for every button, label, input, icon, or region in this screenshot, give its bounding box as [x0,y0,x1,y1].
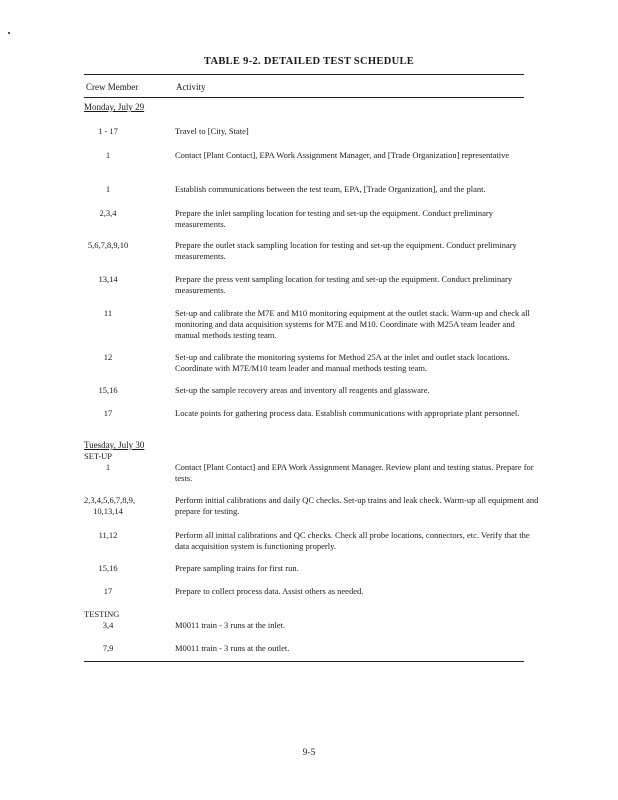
activity-cell: Contact [Plant Contact] and EPA Work Assignment Manager. Review plant and testing status. Prepare for tests. [175,462,534,483]
phase-label-setup: SET-UP [84,451,113,461]
activity-cell: Set-up the sample recovery areas and inventory all reagents and glassware. [175,385,430,395]
activity-cell: Establish communications between the test team, EPA, [Trade Organization], and the plant. [175,184,486,194]
column-header-crew: Crew Member [86,82,139,92]
table-title: TABLE 9-2. DETAILED TEST SCHEDULE [203,56,415,67]
activity-cell: Prepare to collect process data. Assist others as needed. [175,586,364,596]
section-heading-monday: Monday, July 29 [84,102,145,112]
crew-cell: 1 - 17 [98,126,118,136]
crew-cell: 15,16 [98,385,118,395]
crew-cell: 17 [103,408,113,418]
crew-cell: 7,9 [102,643,114,653]
crew-cell: 11,12 [98,530,118,540]
header-bottom-rule [84,97,524,98]
crew-cell: 11 [103,308,113,318]
activity-cell: Set-up and calibrate the monitoring systems for Method 25A at the inlet and outlet stack locations. Coordinate with M7E/M10 team leader and manual methods testing team. [175,352,510,373]
activity-cell: Locate points for gathering process data. Establish communications with appropriate plant personnel. [175,408,520,418]
crew-cell: 1 [105,184,111,194]
crew-cell: 5,6,7,8,9,10 [87,240,129,250]
scan-artifact [8,32,10,34]
crew-cell: 3,4 [102,620,114,630]
crew-cell: 1 [105,462,111,472]
activity-cell: Prepare the outlet stack sampling location for testing and set-up the equipment. Conduct preliminary measurements. [175,240,517,261]
activity-cell: Perform all initial calibrations and QC checks. Check all probe locations, connectors, etc. Verify that the data acquisition system is functioning properly. [175,530,530,551]
column-header-activity: Activity [176,82,206,92]
header-top-rule [84,74,524,75]
activity-cell: Prepare the press vent sampling location for testing and set-up the equipment. Conduct preliminary measurements. [175,274,513,295]
activity-cell: Travel to [City, State] [175,126,249,136]
crew-cell: 17 [103,586,113,596]
activity-cell: M0011 train - 3 runs at the inlet. [175,620,286,630]
crew-cell: 2,3,4 [99,208,117,218]
crew-cell: 15,16 [98,563,118,573]
activity-cell: Prepare the inlet sampling location for testing and set-up the equipment. Conduct preliminary measurements. [175,208,493,229]
crew-cell: 13,14 [98,274,118,284]
activity-cell: Contact [Plant Contact], EPA Work Assignment Manager, and [Trade Organization] representative [175,150,510,160]
activity-cell: Set-up and calibrate the M7E and M10 monitoring equipment at the outlet stack. Warm-up and check all monitoring and data acquisition systems for M7E and M10. Coordinate with M25A team leader and manual methods testing team. [175,308,530,340]
activity-cell: Prepare sampling trains for first run. [175,563,299,573]
section-heading-tuesday: Tuesday, July 30 [84,440,145,450]
table-bottom-rule [84,661,524,662]
crew-cell: 12 [103,352,113,362]
crew-cell: 2,3,4,5,6,7,8,9, 10,13,14 [84,495,135,516]
activity-cell: M0011 train - 3 runs at the outlet. [175,643,290,653]
phase-label-testing: TESTING [84,609,120,619]
activity-cell: Perform initial calibrations and daily QC checks. Set-up trains and leak check. Warm-up all equipment and prepare for testing. [175,495,539,516]
crew-cell: 1 [105,150,111,160]
page-number: 9-5 [302,748,316,758]
